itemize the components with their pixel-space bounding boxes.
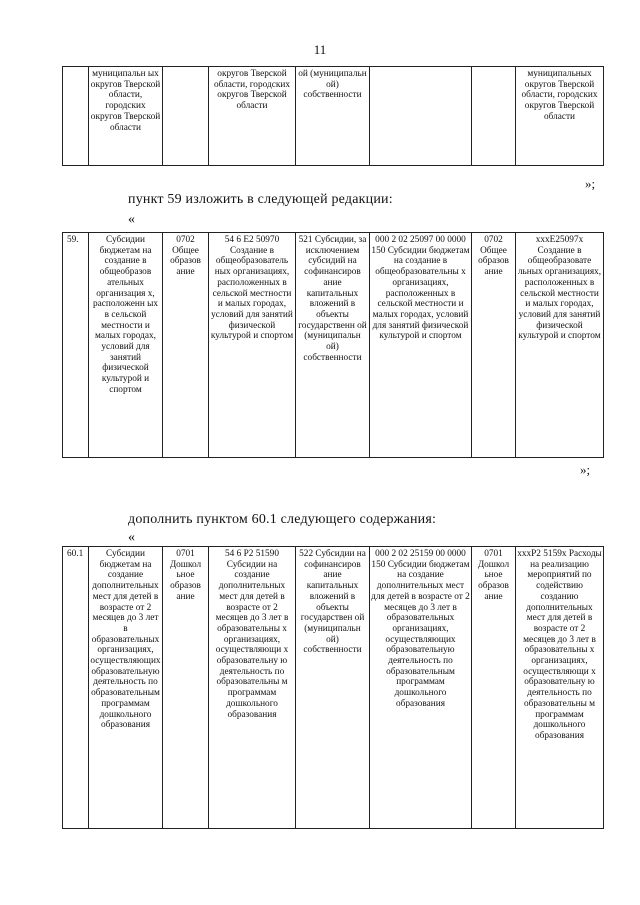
table-cell: муниципальн ых округов Тверской области, городских округов Тверской области — [89, 67, 163, 166]
table-cell: 54 6 P2 51590 Субсидии на создание дополнительных мест для детей в возрасте от 2 месяцев до 3 лет в образовательны х организациях, осуществляющи х образовательну ю деятельность по образовательны м программам дошкольного образования — [209, 547, 296, 829]
table-cell: 522 Субсидии на софинансиров ание капитальных вложений в объекты государствен ой (муниципальн ой) собственности — [296, 547, 370, 829]
table-cell: xxxP2 5159x Расходы на реализацию мероприятий по содействию созданию дополнительных мест для детей в возрасте от 2 месяцев до 3 лет в образовательны х организациях, осуществляющи х образовательну ю деятельность по образовательны м программам дошкольного образования — [516, 547, 604, 829]
opening-quote: « — [128, 530, 135, 545]
table-cell: муниципальных округов Тверской области, городских округов Тверской области — [516, 67, 604, 166]
item-number: 60.1 — [63, 547, 89, 829]
table-item-60-1 — [62, 546, 604, 829]
table-continuation — [62, 66, 604, 166]
table-row — [63, 547, 604, 829]
table-cell: ой (муниципальн ой) собственности — [296, 67, 370, 166]
closing-quote: »; — [585, 176, 596, 191]
opening-quote: « — [128, 212, 135, 227]
table-cell — [370, 67, 472, 166]
table-cell: 000 2 02 25097 00 0000 150 Субсидии бюджетам на создание в общеобразовательны х организациях, расположенных в сельской местности и малых городах, условий для занятий физической культурой и спортом — [370, 233, 472, 458]
table-cell: 521 Субсидии, за исключением субсидий на софинансиров ание капитальных вложений в объекты государственн ой (муниципальн ой) собственности — [296, 233, 370, 458]
item-number: 59. — [63, 233, 89, 458]
instruction-text: пункт 59 изложить в следующей редакции: — [128, 192, 393, 207]
table-cell — [63, 67, 89, 166]
table-item-59 — [62, 232, 604, 458]
table-cell: Субсидии бюджетам на создание в общеобразов ательных организация х, расположенн ых в сельской местности и малых городах, условий для занятий физической культурой и спортом — [89, 233, 163, 458]
page-number: 11 — [313, 42, 327, 57]
table-cell — [163, 67, 209, 166]
table-cell: 0701 Дошкол ьное образов ание — [163, 547, 209, 829]
table-cell: xxxE25097x Создание в общеобразовате льных организациях, расположенных в сельской местности и малых городах, условий для занятий физической культурой и спортом — [516, 233, 604, 458]
table-cell: 0702 Общее образов ание — [163, 233, 209, 458]
table-cell: Субсидии бюджетам на создание дополнительных мест для детей в возрасте от 2 месяцев до 3 лет в образовательных организациях, осуществляющих образовательную деятельность по образовательным программам дошкольного образования — [89, 547, 163, 829]
instruction-text: дополнить пунктом 60.1 следующего содержания: — [128, 512, 437, 527]
closing-quote: »; — [580, 462, 591, 477]
table-cell: 0702 Общее образов ание — [472, 233, 516, 458]
table-row — [63, 67, 604, 166]
table-cell: 54 6 E2 50970 Создание в общеобразователь ных организациях, расположенных в сельской местности и малых городах, условий для занятий физической культурой и спортом — [209, 233, 296, 458]
table-cell — [472, 67, 516, 166]
table-row — [63, 233, 604, 458]
table-cell: 000 2 02 25159 00 0000 150 Субсидии бюджетам на создание дополнительных мест для детей в возрасте от 2 месяцев до 3 лет в образовательных организациях, осуществляющих образовательную деятельность по образовательным программам дошкольного образования — [370, 547, 472, 829]
table-cell: 0701 Дошкол ьное образов ание — [472, 547, 516, 829]
table-cell: округов Тверской области, городских округов Тверской области — [209, 67, 296, 166]
